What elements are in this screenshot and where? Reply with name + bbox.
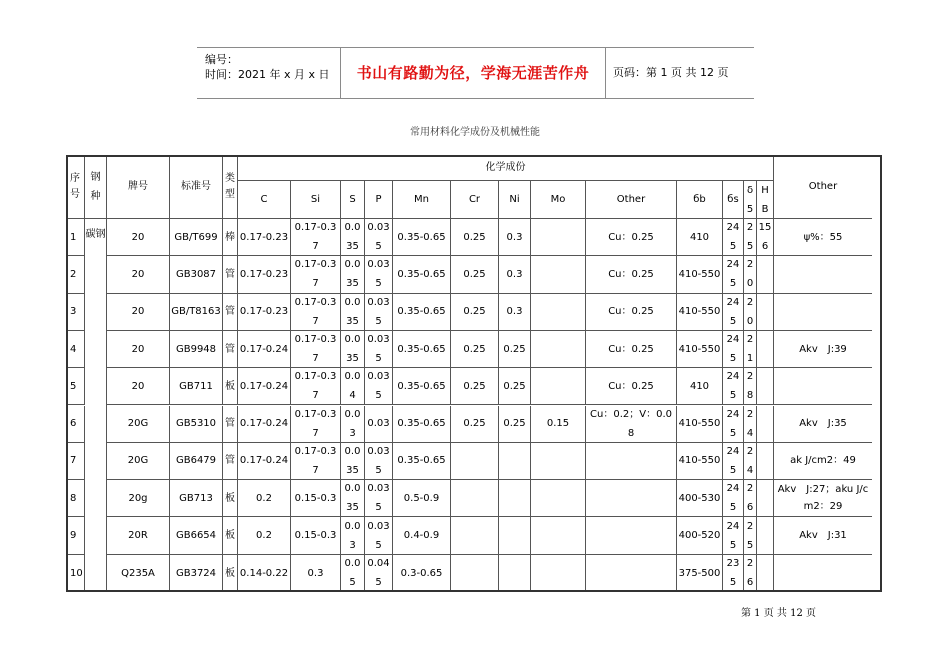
table-cell (774, 256, 872, 293)
table-cell: 24 (744, 406, 757, 443)
table-cell (586, 555, 677, 592)
table-cell: 20 (744, 256, 757, 293)
table-cell (774, 368, 872, 405)
row-number: 5 (66, 368, 85, 405)
table-cell: 410 (677, 368, 723, 405)
table-cell: 0.17-0.37 (291, 443, 341, 480)
table-cell: 0.15 (531, 406, 586, 443)
table-cell: 0.035 (365, 480, 393, 517)
table-cell: 245 (723, 331, 744, 368)
table-cell: 0.25 (451, 331, 499, 368)
row-number: 3 (66, 294, 85, 331)
table-cell (757, 256, 774, 293)
table-cell (499, 443, 531, 480)
table-cell: 0.17-0.37 (291, 406, 341, 443)
table-cell: 0.03 (341, 517, 365, 554)
header-page-number: 页码：第 1 页 共 12 页 (613, 66, 729, 79)
table-cell: 0.25 (451, 219, 499, 256)
table-cell: 0.35-0.65 (393, 406, 451, 443)
table-cell: 245 (723, 219, 744, 256)
table-cell: 0.04 (341, 368, 365, 405)
table-cell: 20G (107, 443, 170, 480)
header-meta (197, 48, 340, 98)
table-cell: Cu：0.25 (586, 294, 677, 331)
table-cell (451, 555, 499, 592)
table-cell: 0.17-0.37 (291, 368, 341, 405)
table-cell (757, 294, 774, 331)
table-cell: 0.05 (341, 555, 365, 592)
header-col-10: бs (723, 181, 744, 219)
table-cell: 0.3 (499, 219, 531, 256)
header-grade: 牌号 (107, 155, 170, 219)
header-col-12: HB (757, 181, 774, 219)
table-cell: 0.03 (341, 406, 365, 443)
table-cell: Cu：0.25 (586, 256, 677, 293)
table-cell: GB/T8163 (170, 294, 223, 331)
table-cell (757, 368, 774, 405)
row-type: 管 (223, 256, 238, 293)
row-type: 板 (223, 368, 238, 405)
table-cell: 0.25 (499, 331, 531, 368)
table-cell: 245 (723, 517, 744, 554)
table-cell: GB5310 (170, 406, 223, 443)
table-cell: GB/T699 (170, 219, 223, 256)
table-cell: GB9948 (170, 331, 223, 368)
table-cell: 245 (723, 480, 744, 517)
table-cell: GB6654 (170, 517, 223, 554)
table-cell: 0.35-0.65 (393, 331, 451, 368)
table-cell: 0.25 (451, 256, 499, 293)
table-cell: 156 (757, 219, 774, 256)
table-cell (531, 517, 586, 554)
table-cell: 245 (723, 256, 744, 293)
row-number: 7 (66, 443, 85, 480)
row-number: 9 (66, 517, 85, 554)
table-cell (451, 480, 499, 517)
row-number: 2 (66, 256, 85, 293)
table-cell: 0.035 (341, 480, 365, 517)
header-col-4: Mn (393, 181, 451, 219)
table-cell: 0.5-0.9 (393, 480, 451, 517)
table-cell: 0.17-0.23 (238, 219, 291, 256)
table-cell: 0.035 (341, 443, 365, 480)
table-cell: 24 (744, 443, 757, 480)
header-motto: 书山有路勤为径，学海无涯苦作舟 (356, 64, 590, 82)
page-header (197, 47, 754, 99)
header-type: 类型 (223, 155, 238, 219)
table-cell: GB6479 (170, 443, 223, 480)
document-time-label: 时间：2021 年 x 月 x 日 (205, 68, 330, 81)
header-standard: 标准号 (170, 155, 223, 219)
table-cell (531, 480, 586, 517)
table-cell: 235 (723, 555, 744, 592)
table-cell: 0.035 (365, 219, 393, 256)
row-type: 板 (223, 517, 238, 554)
row-type: 棒 (223, 219, 238, 256)
table-cell (531, 331, 586, 368)
table-cell (757, 555, 774, 592)
row-number: 6 (66, 406, 85, 443)
table-cell: 0.15-0.3 (291, 517, 341, 554)
table-cell: 400-530 (677, 480, 723, 517)
row-type: 管 (223, 443, 238, 480)
table-cell: 0.25 (499, 406, 531, 443)
table-cell: 0.4-0.9 (393, 517, 451, 554)
table-cell (757, 406, 774, 443)
table-cell (586, 480, 677, 517)
table-cell (499, 480, 531, 517)
table-cell: 0.3 (499, 294, 531, 331)
table-cell: ψ%：55 (774, 219, 872, 256)
table-cell: 0.2 (238, 480, 291, 517)
table-cell: 0.3-0.65 (393, 555, 451, 592)
table-cell: 25 (744, 517, 757, 554)
table-cell: 0.035 (341, 294, 365, 331)
table-cell: 28 (744, 368, 757, 405)
table-cell: 20R (107, 517, 170, 554)
table-cell (531, 294, 586, 331)
row-type: 管 (223, 406, 238, 443)
table-cell: 0.17-0.37 (291, 331, 341, 368)
table-cell (531, 555, 586, 592)
header-col-0: C (238, 181, 291, 219)
table-cell: 0.035 (365, 331, 393, 368)
table-cell: 245 (723, 406, 744, 443)
table-cell (757, 480, 774, 517)
header-col-11: δ5 (744, 181, 757, 219)
table-cell: 0.17-0.24 (238, 406, 291, 443)
table-cell: 0.35-0.65 (393, 294, 451, 331)
table-cell: Cu：0.25 (586, 331, 677, 368)
table-cell: 0.035 (365, 517, 393, 554)
table-cell: 26 (744, 480, 757, 517)
table-cell: 0.3 (499, 256, 531, 293)
table-cell: 245 (723, 443, 744, 480)
header-col-5: Cr (451, 181, 499, 219)
table-cell: 0.17-0.24 (238, 331, 291, 368)
table-cell: 0.25 (451, 406, 499, 443)
table-cell: Cu：0.25 (586, 368, 677, 405)
steel-type-cell (85, 219, 107, 592)
table-cell: GB3087 (170, 256, 223, 293)
table-cell (451, 517, 499, 554)
table-cell: 0.035 (341, 219, 365, 256)
table-cell: 0.03 (365, 406, 393, 443)
table-cell: 20 (744, 294, 757, 331)
table-cell: 0.035 (341, 256, 365, 293)
table-cell: 0.14-0.22 (238, 555, 291, 592)
table-cell: 0.35-0.65 (393, 219, 451, 256)
table-cell: 20 (107, 368, 170, 405)
table-cell: 0.17-0.37 (291, 256, 341, 293)
header-other-properties: Other (774, 155, 872, 219)
table-cell: ak J/cm2：49 (774, 443, 872, 480)
table-cell: 0.035 (365, 368, 393, 405)
header-col-3: P (365, 181, 393, 219)
table-cell: 410-550 (677, 294, 723, 331)
table-cell: 0.035 (365, 294, 393, 331)
header-col-8: Other (586, 181, 677, 219)
steel-type-value: 碳钢 (85, 229, 106, 240)
table-cell: 20 (107, 219, 170, 256)
header-steel-type: 钢种 (85, 155, 107, 219)
table-cell: 20 (107, 331, 170, 368)
table-cell: 26 (744, 555, 757, 592)
table-cell: 0.25 (499, 368, 531, 405)
table-cell: 410 (677, 219, 723, 256)
row-type: 板 (223, 555, 238, 592)
row-number: 8 (66, 480, 85, 517)
row-type: 管 (223, 294, 238, 331)
table-cell: 0.035 (365, 443, 393, 480)
table-cell: 0.035 (365, 256, 393, 293)
table-cell: 0.17-0.37 (291, 219, 341, 256)
table-cell: 410-550 (677, 406, 723, 443)
table-cell: GB711 (170, 368, 223, 405)
table-cell: 400-520 (677, 517, 723, 554)
table-cell (531, 443, 586, 480)
table-cell (499, 555, 531, 592)
table-cell: 0.035 (341, 331, 365, 368)
table-cell (451, 443, 499, 480)
table-cell: Cu：0.2；V：0.08 (586, 406, 677, 443)
header-col-9: бb (677, 181, 723, 219)
table-cell: 0.35-0.65 (393, 443, 451, 480)
table-cell: 245 (723, 294, 744, 331)
header-col-7: Mo (531, 181, 586, 219)
table-cell: 410-550 (677, 443, 723, 480)
table-cell: 0.17-0.23 (238, 256, 291, 293)
row-type: 板 (223, 480, 238, 517)
table-cell (531, 368, 586, 405)
row-type: 管 (223, 331, 238, 368)
table-cell: 0.35-0.65 (393, 368, 451, 405)
table-cell (774, 294, 872, 331)
header-divider (605, 48, 606, 98)
table-cell (499, 517, 531, 554)
row-number: 1 (66, 219, 85, 256)
table-cell: Akv J:31 (774, 517, 872, 554)
table-cell: 0.045 (365, 555, 393, 592)
table-cell: Akv J:39 (774, 331, 872, 368)
table-cell: Cu：0.25 (586, 219, 677, 256)
table-cell: 0.25 (451, 294, 499, 331)
table-cell: 245 (723, 368, 744, 405)
table-cell (531, 219, 586, 256)
table-cell: 0.35-0.65 (393, 256, 451, 293)
table-cell: 375-500 (677, 555, 723, 592)
table-cell: 0.3 (291, 555, 341, 592)
table-cell: 410-550 (677, 256, 723, 293)
table-cell: GB3724 (170, 555, 223, 592)
table-cell (774, 555, 872, 592)
table-cell: 20 (107, 294, 170, 331)
header-col-6: Ni (499, 181, 531, 219)
table-cell: 0.2 (238, 517, 291, 554)
table-cell: Akv J:27；aku J/cm2：29 (774, 480, 872, 517)
table-cell: 0.17-0.24 (238, 443, 291, 480)
table-cell: 0.25 (451, 368, 499, 405)
table-cell (586, 517, 677, 554)
table-cell: Q235A (107, 555, 170, 592)
table-cell: 20G (107, 406, 170, 443)
table-cell: 0.17-0.23 (238, 294, 291, 331)
row-number: 4 (66, 331, 85, 368)
table-cell (757, 331, 774, 368)
header-chem-group: 化学成份 (238, 155, 774, 181)
document-title: 常用材料化学成份及机械性能 (410, 127, 540, 138)
table-cell: 410-550 (677, 331, 723, 368)
footer-page-number: 第 1 页 共 12 页 (741, 608, 816, 619)
table-cell: Akv J:35 (774, 406, 872, 443)
table-cell: 20 (107, 256, 170, 293)
table-cell: 20g (107, 480, 170, 517)
table-cell: 0.15-0.3 (291, 480, 341, 517)
header-col-1: Si (291, 181, 341, 219)
material-properties-table (66, 155, 882, 592)
table-cell: GB713 (170, 480, 223, 517)
table-cell: 0.17-0.37 (291, 294, 341, 331)
table-cell (757, 517, 774, 554)
table-cell: 25 (744, 219, 757, 256)
table-cell (531, 256, 586, 293)
table-cell: 21 (744, 331, 757, 368)
document-code-label: 编号： (205, 53, 238, 66)
header-seq: 序号 (66, 155, 85, 219)
table-cell (757, 443, 774, 480)
table-cell (586, 443, 677, 480)
table-cell: 0.17-0.24 (238, 368, 291, 405)
row-number: 10 (66, 555, 85, 592)
header-col-2: S (341, 181, 365, 219)
